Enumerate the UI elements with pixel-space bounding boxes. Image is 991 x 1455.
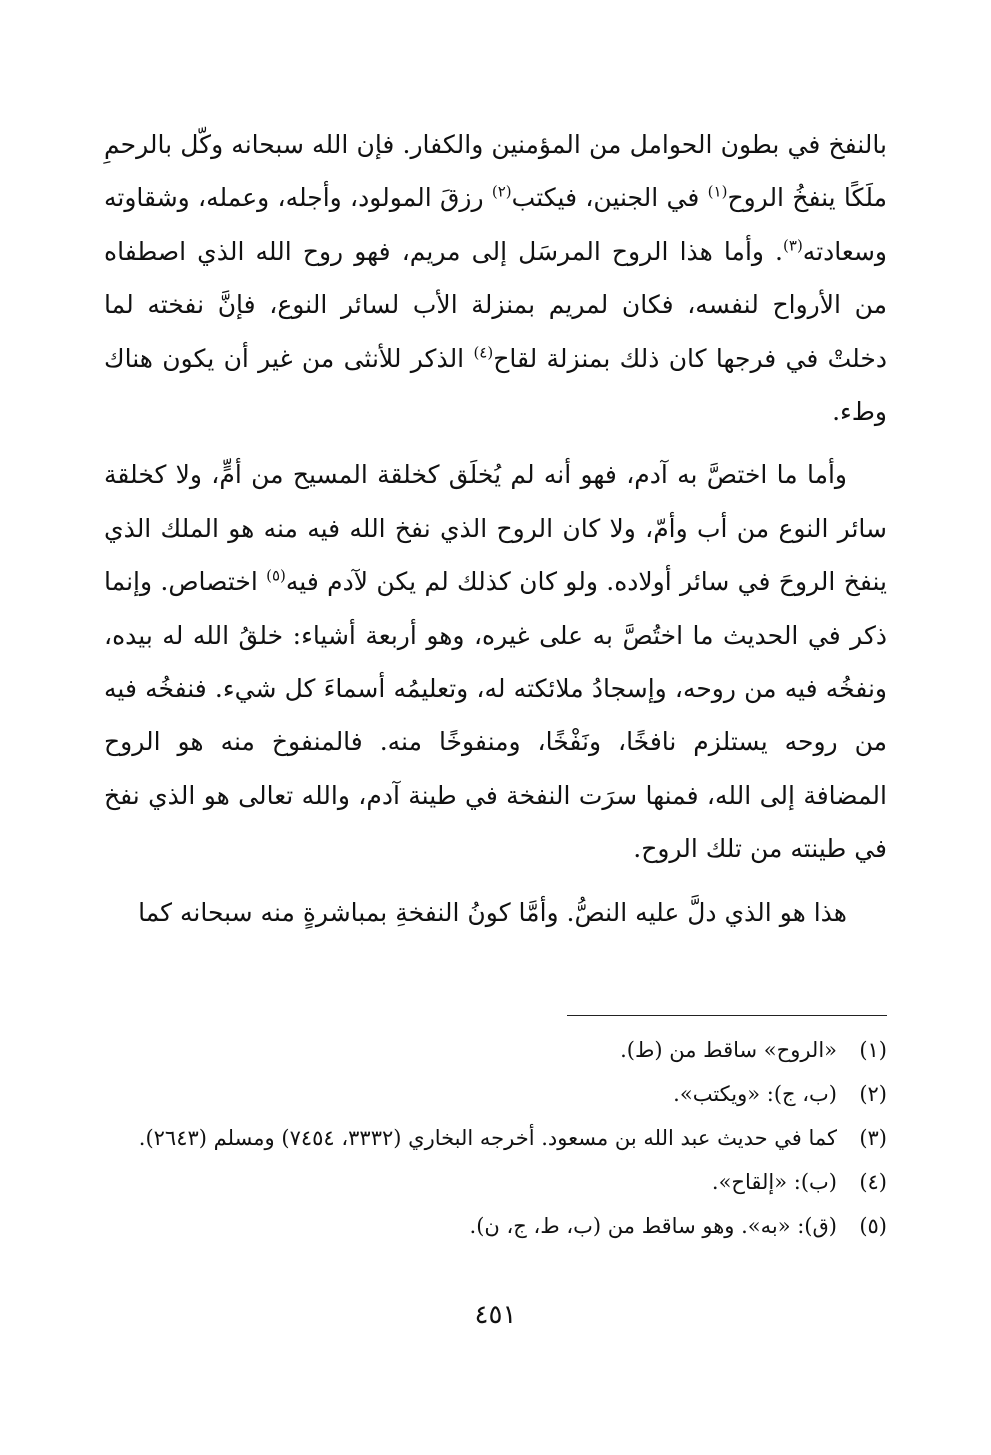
footnote-text: كما في حديث عبد الله بن مسعود. أخرجه البخاري (٣٣٣٢، ٧٤٥٤) ومسلم (٢٦٤٣). (138, 1126, 837, 1150)
footnote (104, 1116, 887, 1160)
text-segment: اختصاص. وإنما ذكر في الحديث ما اختُصَّ به على غيره، وهو أربعة أشياء: خلقُ الله له بيده، ونفخُه فيه من روحه، وإسجادُ ملائكته له، وتعليمُه أسماءَ كل شيء. فنفخُه فيه من روحه يستلزم نافخًا، ونَفْخًا، ومنفوخًا منه. فالمنفوخ منه هو الروح المضافة إلى الله، فمنها سرَت النفخة في طينة آدم، والله تعالى هو الذي نفخ في طينته من تلك الروح. (104, 567, 887, 864)
footnote (104, 1072, 887, 1116)
footnote-number: (٤) (859, 1170, 887, 1194)
text-segment: . وأما هذا الروح المرسَل إلى مريم، فهو روح الله الذي اصطفاه من الأرواح لنفسه، فكان لمريم بمنزلة الأب لسائر النوع، فإنَّ نفخته لما دخلتْ في فرجها كان ذلك بمنزلة لقاح (104, 236, 887, 373)
footnote-reference: (١) (707, 183, 728, 202)
paragraph (104, 886, 887, 939)
footnote (104, 1204, 887, 1248)
footnote-text: (ب): «إلقاح». (711, 1170, 837, 1194)
text-segment: وأما ما اختصَّ به آدم، فهو أنه لم يُخلَق كخلقة المسيح من أمٍّ، ولا كخلقة سائر النوع من أب وأمّ، ولا كان الروح الذي نفخ الله فيه منه هو الملك الذي ينفخ الروحَ في سائر أولاده. ولو كان كذلك لم يكن لآدم فيه (104, 460, 888, 597)
text-segment: الذكر للأنثى من غير أن يكون هناك وطء. (104, 343, 887, 427)
footnote-reference: (٥) (266, 566, 286, 585)
footnote-number: (١) (859, 1038, 887, 1062)
footnote-number: (٣) (859, 1126, 887, 1150)
paragraph (104, 448, 887, 875)
page-number: ٤٥١ (474, 1300, 517, 1330)
text-segment: رزقَ المولود، وأجله، وعمله، وشقاوته وسعادته (104, 183, 887, 266)
footnote (104, 1160, 887, 1204)
footnote-text: «الروح» ساقط من (ط). (620, 1038, 837, 1062)
footnote-number: (٥) (859, 1214, 887, 1238)
footnote-number: (٢) (859, 1082, 887, 1106)
footnote-reference: (٣) (783, 236, 803, 255)
footnotes (104, 1028, 887, 1248)
footnote-text: (ب، ج): «ويكتب». (673, 1082, 837, 1106)
footnote-reference: (٢) (491, 183, 512, 202)
text-segment: في الجنين، فيكتب (511, 183, 708, 213)
text-segment: بالنفخ في بطون الحوامل من المؤمنين والكفار. فإن الله سبحانه وكّل بالرحمِ ملَكًا ينفخُ الروح (104, 130, 887, 213)
paragraph (104, 118, 887, 438)
footnote (104, 1028, 887, 1072)
main-text (104, 118, 887, 939)
text-segment: هذا هو الذي دلَّ عليه النصُّ. وأمَّا كونُ النفخةِ بمباشرةٍ منه سبحانه كما (138, 897, 847, 927)
footnote-text: (ق): «به». وهو ساقط من (ب، ط، ج، ن). (469, 1214, 837, 1238)
footnote-reference: (٤) (473, 343, 494, 362)
footnote-separator (567, 1015, 887, 1016)
